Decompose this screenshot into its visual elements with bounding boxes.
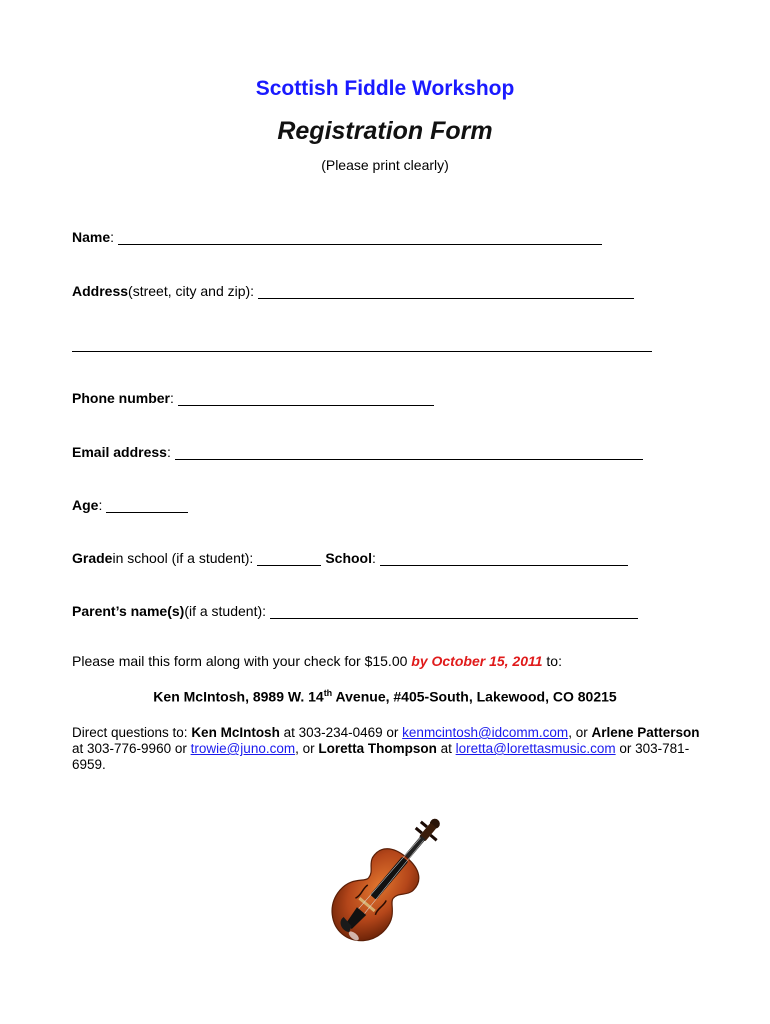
address-second-line[interactable] <box>72 350 652 352</box>
address-label-suffix: (street, city and zip): <box>128 283 255 299</box>
contact-email-link-2[interactable]: trowie@juno.com <box>190 741 296 756</box>
age-field <box>72 497 188 513</box>
parent-field <box>72 603 638 619</box>
contact-email-link-1[interactable]: kenmcintosh@idcomm.com <box>402 725 569 740</box>
name-input-line[interactable] <box>118 230 602 245</box>
contact-sep-2: , or <box>295 741 319 756</box>
age-label: Age <box>72 497 99 513</box>
contact-person-3-at: at <box>436 741 456 756</box>
name-field <box>72 229 602 245</box>
name-label: Name <box>72 229 111 245</box>
contact-intro: Direct questions to: <box>72 725 192 740</box>
parent-input-line[interactable] <box>270 604 638 619</box>
mailing-text-end: to: <box>542 653 562 669</box>
contact-sep-1: , or <box>568 725 592 740</box>
email-label-suffix: : <box>166 444 171 460</box>
contact-person-1-phone: at 303-234-0469 or <box>279 725 403 740</box>
workshop-title: Scottish Fiddle Workshop <box>255 77 515 100</box>
address-input-line[interactable] <box>258 284 634 299</box>
form-title: Registration Form <box>277 117 493 145</box>
mailing-text: Please mail this form along with your check for $15.00 <box>72 653 412 669</box>
phone-field <box>72 390 434 406</box>
grade-input-line[interactable] <box>257 551 321 566</box>
contact-person-3: Loretta Thompson <box>318 741 437 756</box>
address-field <box>72 283 634 299</box>
email-field <box>72 444 643 460</box>
contact-paragraph <box>72 725 712 773</box>
email-input-line[interactable] <box>175 445 643 460</box>
grade-label-suffix: in school (if a student): <box>112 550 254 566</box>
grade-label: Grade <box>72 550 113 566</box>
contact-person-2: Arlene Patterson <box>591 725 700 740</box>
school-input-line[interactable] <box>380 551 628 566</box>
mailing-address <box>0 688 770 705</box>
contact-email-link-3[interactable]: loretta@lorettasmusic.com <box>455 741 616 756</box>
deadline-date: by October 15, 2011 <box>411 653 543 669</box>
mailing-address-post: Avenue, #405-South, Lakewood, CO 80215 <box>332 688 617 705</box>
mailing-address-pre: Ken McIntosh, 8989 W. 14 <box>153 688 324 705</box>
phone-label-suffix: : <box>170 390 174 406</box>
name-label-suffix: : <box>110 229 115 245</box>
mailing-address-sup: th <box>323 688 333 698</box>
parent-label: Parent’s name(s) <box>72 603 185 619</box>
age-label-suffix: : <box>98 497 103 513</box>
age-input-line[interactable] <box>106 498 188 513</box>
email-label: Email address <box>72 444 167 460</box>
print-clearly-note: (Please print clearly) <box>321 157 449 173</box>
school-label: School <box>325 550 372 566</box>
contact-person-2-phone: at 303-776-9960 or <box>72 741 191 756</box>
school-label-suffix: : <box>372 550 376 566</box>
parent-label-suffix: (if a student): <box>184 603 267 619</box>
grade-school-field <box>72 550 628 566</box>
contact-person-1: Ken McIntosh <box>191 725 280 740</box>
phone-input-line[interactable] <box>178 391 434 406</box>
address-label: Address <box>72 283 129 299</box>
contact-tail: or 303-781-6959. <box>72 741 690 772</box>
violin-icon <box>318 802 454 952</box>
phone-label: Phone number <box>72 390 171 406</box>
mailing-instructions <box>72 653 562 669</box>
